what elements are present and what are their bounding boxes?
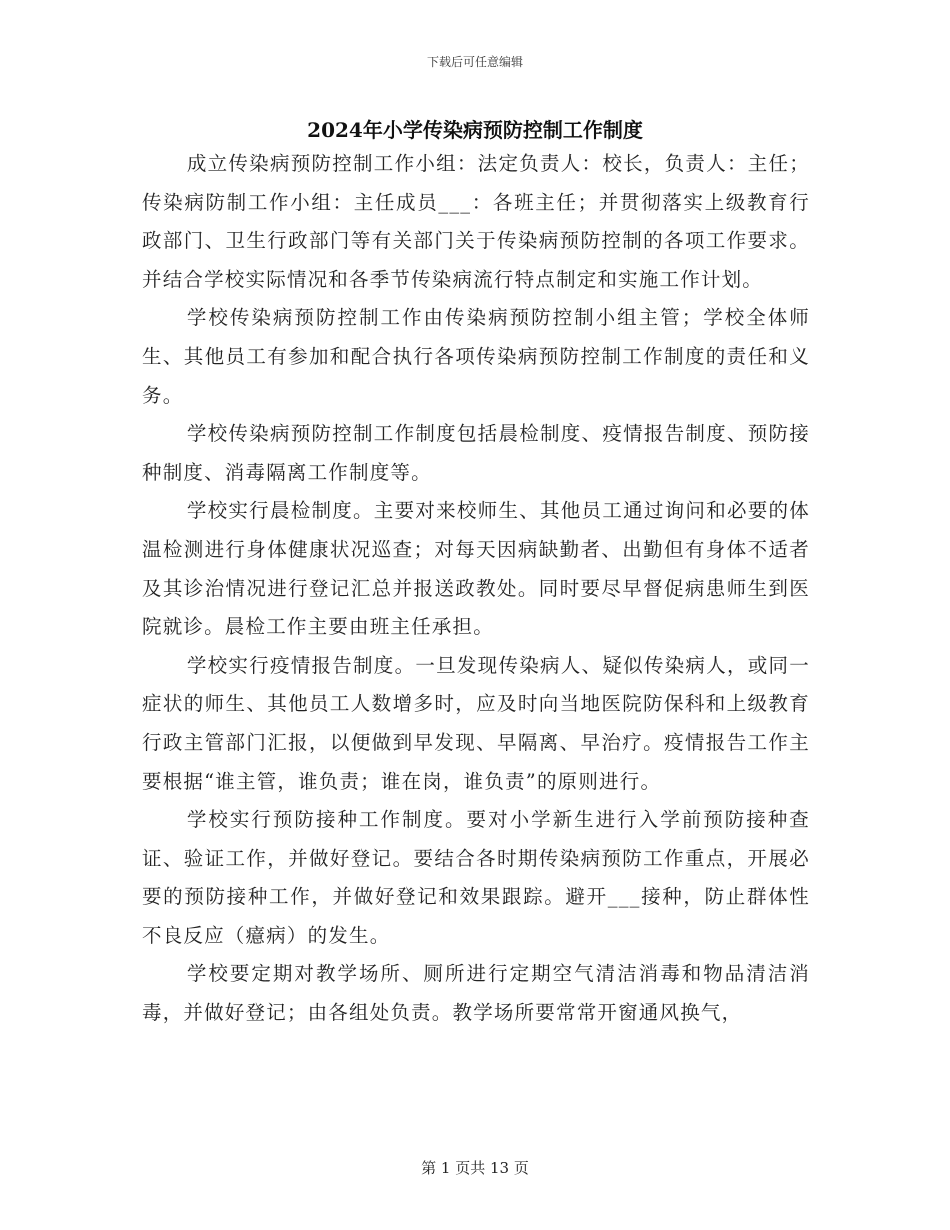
header-note: 下载后可任意编辑: [426, 55, 523, 69]
paragraph-3: 学校传染病预防控制工作制度包括晨检制度、疫情报告制度、预防接种制度、消毒隔离工作制度等。: [142, 422, 810, 484]
paragraph-2: 学校传染病预防控制工作由传染病预防控制小组主管；学校全体师生、其他员工有参加和配合执行各项传染病预防控制工作制度的责任和义务。: [142, 306, 810, 407]
paragraph-4: 学校实行晨检制度。主要对来校师生、其他员工通过询问和必要的体温检测进行身体健康状况巡查；对每天因病缺勤者、出勤但有身体不适者及其诊治情况进行登记汇总并报送政教处。同时要尽早督促病患师生到医院就诊。晨检工作主要由班主任承担。: [142, 499, 810, 639]
document-title: 2024年小学传染病预防控制工作制度: [307, 118, 643, 142]
document-body: [142, 145, 810, 1033]
paragraph-1: 成立传染病预防控制工作小组：法定负责人：校长，负责人：主任；传染病防制工作小组：主任成员___：各班主任；并贯彻落实上级教育行政部门、卫生行政部门等有关部门关于传染病预防控制的各项工作要求。并结合学校实际情况和各季节传染病流行特点制定和实施工作计划。: [142, 152, 810, 291]
paragraph-5: 学校实行疫情报告制度。一旦发现传染病人、疑似传染病人，或同一症状的师生、其他员工人数增多时，应及时向当地医院防保科和上级教育行政主管部门汇报，以便做到早发现、早隔离、早治疗。疫情报告工作主要根据“谁主管，谁负责；谁在岗，谁负责”的原则进行。: [142, 653, 810, 793]
paragraph-6: 学校实行预防接种工作制度。要对小学新生进行入学前预防接种查证、验证工作，并做好登记。要结合各时期传染病预防工作重点，开展必要的预防接种工作，并做好登记和效果跟踪。避开___接种，防止群体性不良反应（癔病）的发生。: [142, 808, 810, 947]
page-number: 第 1 页共 13 页: [421, 1159, 529, 1177]
paragraph-7: 学校要定期对教学场所、厕所进行定期空气清洁消毒和物品清洁消毒，并做好登记；由各组处负责。教学场所要常常开窗通风换气，: [142, 962, 810, 1025]
